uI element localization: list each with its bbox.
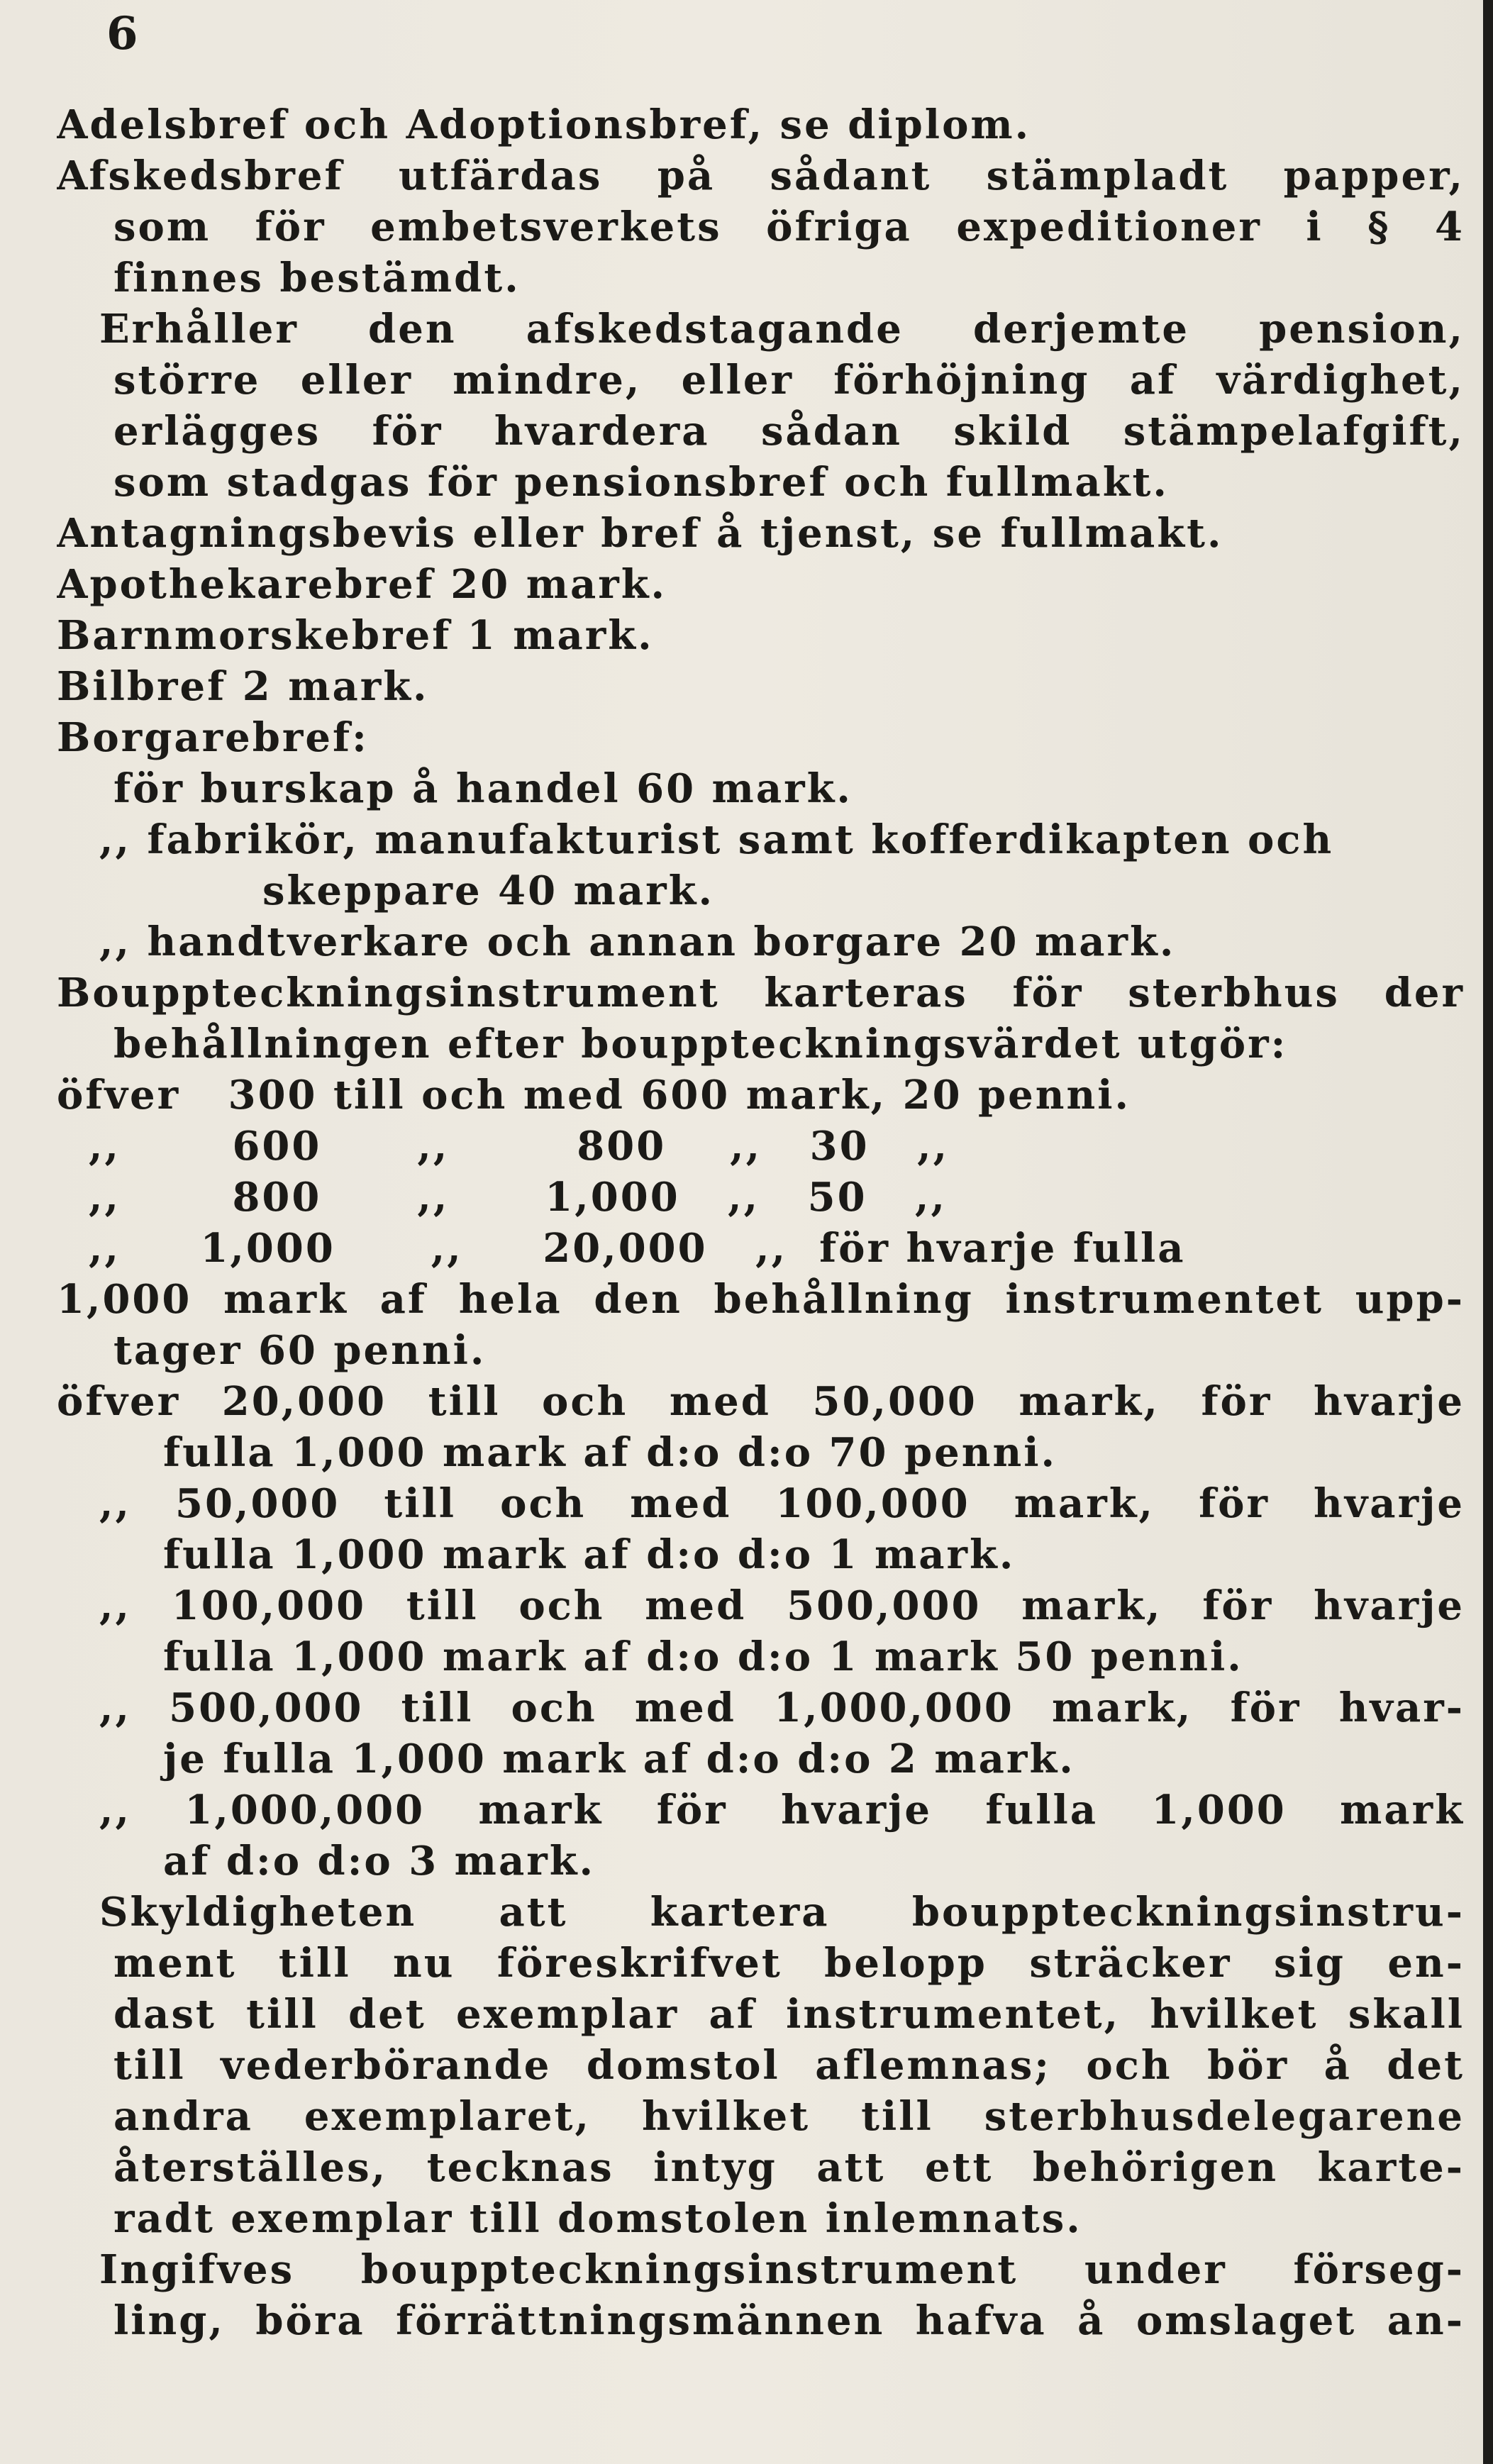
text-line: ,, 100,000 till och med 500,000 mark, för hvarje bbox=[99, 1582, 1465, 1629]
text-line: Barnmorskebref 1 mark. bbox=[57, 612, 654, 659]
text-line: erlägges för hvardera sådan skild stämpelafgift, bbox=[113, 408, 1465, 455]
text-line: Bilbref 2 mark. bbox=[57, 663, 429, 710]
text-line: tager 60 penni. bbox=[113, 1327, 487, 1374]
page-number: 6 bbox=[106, 7, 140, 60]
text-line: ,, 600 ,, 800 ,, 30 ,, bbox=[57, 1123, 950, 1170]
text-line: fulla 1,000 mark af d:o d:o 70 penni. bbox=[163, 1429, 1057, 1476]
text-line: Adelsbref och Adoptionsbref, se diplom. bbox=[57, 101, 1031, 148]
text-line: 1,000 mark af hela den behållning instrumentet upp- bbox=[57, 1276, 1465, 1323]
text-line: som för embetsverkets öfriga expeditioner i § 4 bbox=[113, 204, 1465, 250]
text-line: andra exemplaret, hvilket till sterbhusdelegarene bbox=[113, 2093, 1465, 2140]
text-line: finnes bestämdt. bbox=[113, 255, 521, 301]
text-line: ,, 1,000,000 mark för hvarje fulla 1,000 mark bbox=[99, 1787, 1465, 1833]
text-line: Bouppteckningsinstrument karteras för sterbhus der bbox=[57, 970, 1465, 1016]
text-line: Apothekarebref 20 mark. bbox=[57, 561, 667, 608]
text-line: ,, 500,000 till och med 1,000,000 mark, för hvar- bbox=[99, 1685, 1465, 1731]
text-line: Afskedsbref utfärdas på sådant stämpladt papper, bbox=[57, 152, 1465, 199]
page-edge-shadow bbox=[1483, 0, 1493, 2464]
text-line: Ingifves bouppteckningsinstrument under förseg- bbox=[99, 2246, 1465, 2293]
text-line: ,, 800 ,, 1,000 ,, 50 ,, bbox=[57, 1174, 948, 1221]
text-line: radt exemplar till domstolen inlemnats. bbox=[113, 2195, 1082, 2242]
text-line: ,, 1,000 ,, 20,000 ,, för hvarje fulla bbox=[57, 1225, 1186, 1272]
text-line: ,, handtverkare och annan borgare 20 mark. bbox=[99, 919, 1176, 965]
text-line: öfver 300 till och med 600 mark, 20 penni. bbox=[57, 1072, 1131, 1119]
text-line: af d:o d:o 3 mark. bbox=[163, 1838, 596, 1885]
text-line: ,, 50,000 till och med 100,000 mark, för hvarje bbox=[99, 1480, 1465, 1527]
text-line: je fulla 1,000 mark af d:o d:o 2 mark. bbox=[163, 1736, 1075, 1782]
text-line: ment till nu föreskrifvet belopp sträcker sig en- bbox=[113, 1940, 1465, 1987]
text-line: återställes, tecknas intyg att ett behörigen karte- bbox=[113, 2144, 1465, 2191]
text-line: Borgarebref: bbox=[57, 714, 369, 761]
text-line: som stadgas för pensionsbref och fullmakt. bbox=[113, 459, 1169, 506]
document-body bbox=[57, 99, 1465, 2346]
text-line: för burskap å handel 60 mark. bbox=[113, 765, 853, 812]
text-line: Antagningsbevis eller bref å tjenst, se fullmakt. bbox=[57, 510, 1223, 557]
text-line: fulla 1,000 mark af d:o d:o 1 mark 50 penni. bbox=[163, 1633, 1243, 1680]
text-line: öfver 20,000 till och med 50,000 mark, för hvarje bbox=[57, 1378, 1465, 1425]
text-line: fulla 1,000 mark af d:o d:o 1 mark. bbox=[163, 1531, 1016, 1578]
text-line: dast till det exemplar af instrumentet, hvilket skall bbox=[113, 1991, 1465, 2038]
text-line: skeppare 40 mark. bbox=[262, 867, 714, 914]
text-line: till vederbörande domstol aflemnas; och bör å det bbox=[113, 2042, 1465, 2089]
text-line: större eller mindre, eller förhöjning af värdighet, bbox=[113, 357, 1465, 404]
text-line: Erhåller den afskedstagande derjemte pension, bbox=[99, 306, 1465, 353]
text-line: ,, fabrikör, manufakturist samt kofferdikapten och bbox=[99, 816, 1334, 863]
text-line: Skyldigheten att kartera bouppteckningsinstru- bbox=[99, 1889, 1465, 1936]
text-line: behållningen efter bouppteckningsvärdet utgör: bbox=[113, 1021, 1288, 1067]
text-line: ling, böra förrättningsmännen hafva å omslaget an- bbox=[113, 2297, 1465, 2344]
